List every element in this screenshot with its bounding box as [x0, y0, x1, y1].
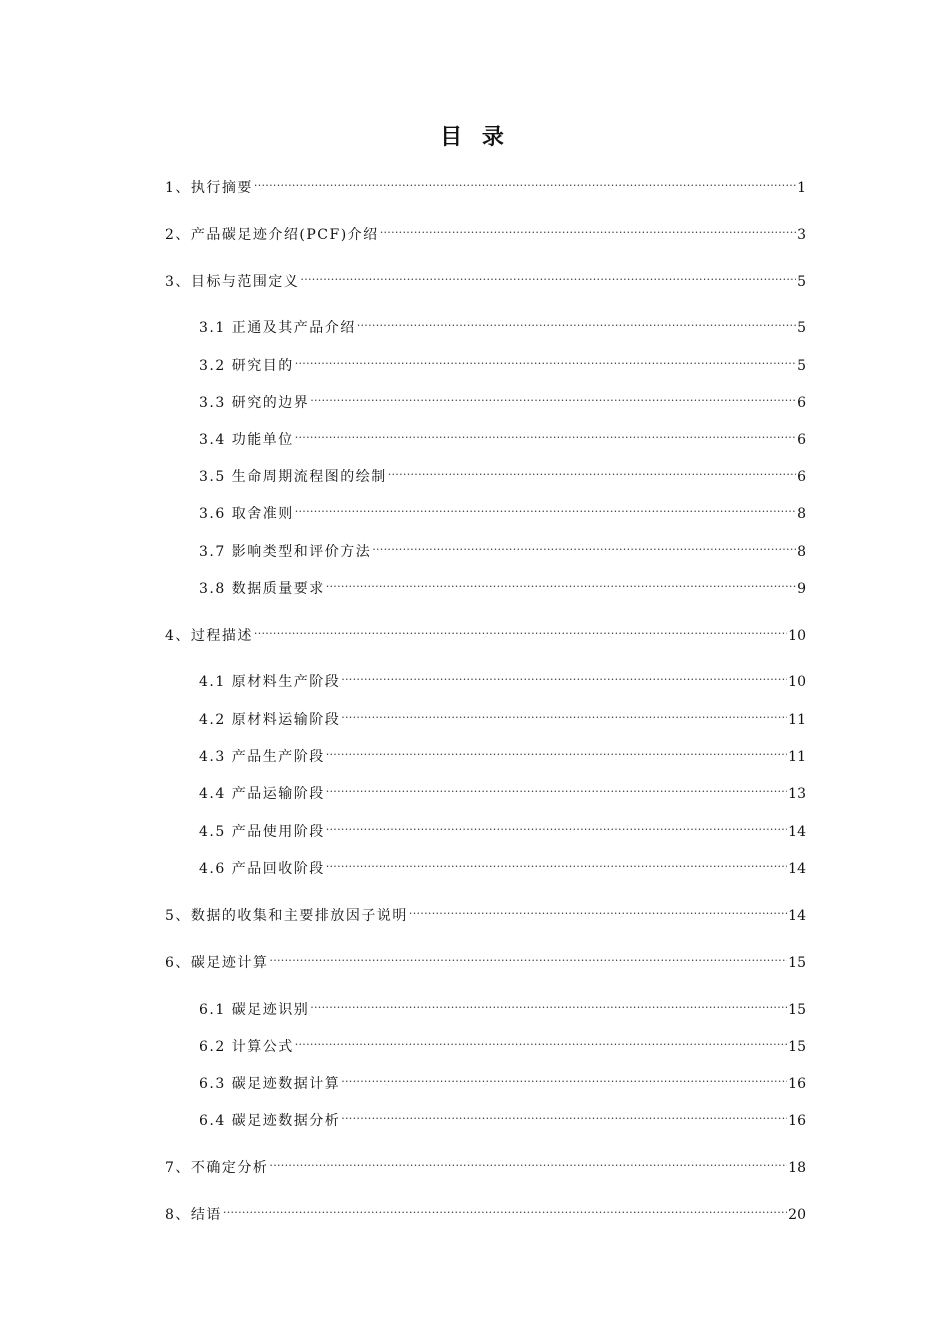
toc-entry[interactable] [199, 387, 806, 411]
toc-entry[interactable] [199, 816, 806, 840]
toc-page-number: 14 [788, 861, 806, 877]
toc-entry-label: 6、碳足迹计算 [165, 955, 269, 971]
toc-page-number: 15 [788, 1002, 806, 1018]
toc-entry[interactable] [165, 1152, 806, 1176]
toc-entry[interactable] [199, 1105, 806, 1129]
toc-entry[interactable] [165, 947, 806, 971]
toc-dot-leader [341, 1068, 787, 1088]
toc-page-number: 5 [797, 320, 806, 336]
toc-entry[interactable] [199, 498, 806, 522]
toc-entry-label: 4.6 产品回收阶段 [199, 861, 325, 877]
toc-entry[interactable] [165, 219, 806, 243]
toc-entry[interactable] [199, 536, 806, 560]
toc-entry[interactable] [199, 461, 806, 485]
toc-dot-leader [326, 778, 787, 798]
toc-page-number: 9 [797, 581, 806, 597]
toc-page-number: 15 [788, 955, 806, 971]
toc-dot-leader [326, 573, 796, 593]
toc-dot-leader [295, 424, 796, 444]
toc-entry[interactable] [165, 900, 806, 924]
toc-entry-label: 3.1 正通及其产品介绍 [199, 320, 356, 336]
toc-dot-leader [341, 1105, 787, 1125]
toc-page-number: 11 [788, 749, 806, 765]
toc-entry[interactable] [165, 620, 806, 644]
toc-entry[interactable] [199, 741, 806, 765]
toc-entry-label: 4.1 原材料生产阶段 [199, 674, 341, 690]
toc-page-number: 6 [797, 432, 806, 448]
toc-entry[interactable] [199, 573, 806, 597]
toc-page-number: 8 [797, 506, 806, 522]
toc-entry[interactable] [165, 266, 806, 290]
toc-entry-label: 3.2 研究目的 [199, 358, 294, 374]
toc-page-number: 20 [788, 1207, 806, 1223]
toc-page-number: 1 [797, 180, 806, 196]
toc-entry[interactable] [199, 1031, 806, 1055]
toc-entry-label: 3、目标与范围定义 [165, 274, 300, 290]
toc-entry-label: 1、执行摘要 [165, 180, 253, 196]
toc-entry[interactable] [199, 853, 806, 877]
toc-entry[interactable] [199, 778, 806, 802]
toc-entry[interactable] [165, 172, 806, 196]
toc-dot-leader [295, 350, 796, 370]
toc-entry-label: 6.4 碳足迹数据分析 [199, 1113, 341, 1129]
toc-page-number: 6 [797, 395, 806, 411]
toc-dot-leader [380, 219, 796, 239]
toc-entry-label: 6.2 计算公式 [199, 1039, 294, 1055]
toc-page-number: 6 [797, 469, 806, 485]
toc-page-number: 10 [788, 628, 806, 644]
toc-dot-leader [409, 900, 787, 920]
toc-entry-label: 4.5 产品使用阶段 [199, 824, 325, 840]
toc-page-number: 14 [788, 824, 806, 840]
toc-page-number: 5 [797, 274, 806, 290]
toc-dot-leader [269, 1152, 787, 1172]
toc-dot-leader [372, 536, 796, 556]
toc-entry-label: 3.7 影响类型和评价方法 [199, 544, 372, 560]
toc-entry-label: 2、产品碳足迹介绍(PCF)介绍 [165, 227, 379, 243]
toc-page-number: 15 [788, 1039, 806, 1055]
toc-page-number: 8 [797, 544, 806, 560]
toc-dot-leader [326, 816, 787, 836]
toc-entry-label: 4.3 产品生产阶段 [199, 749, 325, 765]
toc-dot-leader [300, 266, 796, 286]
toc-dot-leader [269, 947, 787, 967]
toc-dot-leader [326, 853, 787, 873]
toc-entry-label: 3.3 研究的边界 [199, 395, 310, 411]
toc-dot-leader [326, 741, 787, 761]
toc-entry-label: 7、不确定分析 [165, 1160, 269, 1176]
toc-entry-label: 3.6 取舍准则 [199, 506, 294, 522]
toc-page-number: 5 [797, 358, 806, 374]
toc-dot-leader [341, 704, 787, 724]
toc-entry-label: 3.8 数据质量要求 [199, 581, 325, 597]
toc-entry-label: 4.4 产品运输阶段 [199, 786, 325, 802]
toc-dot-leader [254, 172, 796, 192]
toc-page-number: 13 [788, 786, 806, 802]
toc-entry[interactable] [199, 666, 806, 690]
toc-page-number: 16 [788, 1113, 806, 1129]
toc-entry[interactable] [199, 350, 806, 374]
toc-dot-leader [388, 461, 796, 481]
toc-entry[interactable] [199, 424, 806, 448]
page-title: 目 录 [440, 125, 510, 150]
toc-page-number: 14 [788, 908, 806, 924]
toc-entry[interactable] [199, 994, 806, 1018]
toc-entry-label: 4.2 原材料运输阶段 [199, 712, 341, 728]
toc-dot-leader [341, 666, 787, 686]
toc-dot-leader [295, 498, 796, 518]
toc-page-number: 18 [788, 1160, 806, 1176]
toc-entry-label: 8、结语 [165, 1207, 222, 1223]
toc-dot-leader [295, 1031, 787, 1051]
toc-entry[interactable] [199, 1068, 806, 1092]
toc-entry[interactable] [199, 312, 806, 336]
toc-entry-label: 6.1 碳足迹识别 [199, 1002, 310, 1018]
toc-page-number: 11 [788, 712, 806, 728]
toc-page-number: 10 [788, 674, 806, 690]
toc-dot-leader [310, 387, 796, 407]
toc-page-number: 16 [788, 1076, 806, 1092]
toc-entry-label: 6.3 碳足迹数据计算 [199, 1076, 341, 1092]
toc-page-number: 3 [797, 227, 806, 243]
toc-entry[interactable] [165, 1199, 806, 1223]
toc-dot-leader [223, 1199, 787, 1219]
toc-dot-leader [310, 994, 787, 1014]
toc-entry-label: 3.5 生命周期流程图的绘制 [199, 469, 387, 485]
toc-entry[interactable] [199, 704, 806, 728]
toc-entry-label: 3.4 功能单位 [199, 432, 294, 448]
toc-dot-leader [254, 620, 787, 640]
toc-entry-label: 5、数据的收集和主要排放因子说明 [165, 908, 408, 924]
toc-entry-label: 4、过程描述 [165, 628, 253, 644]
toc-dot-leader [357, 312, 796, 332]
